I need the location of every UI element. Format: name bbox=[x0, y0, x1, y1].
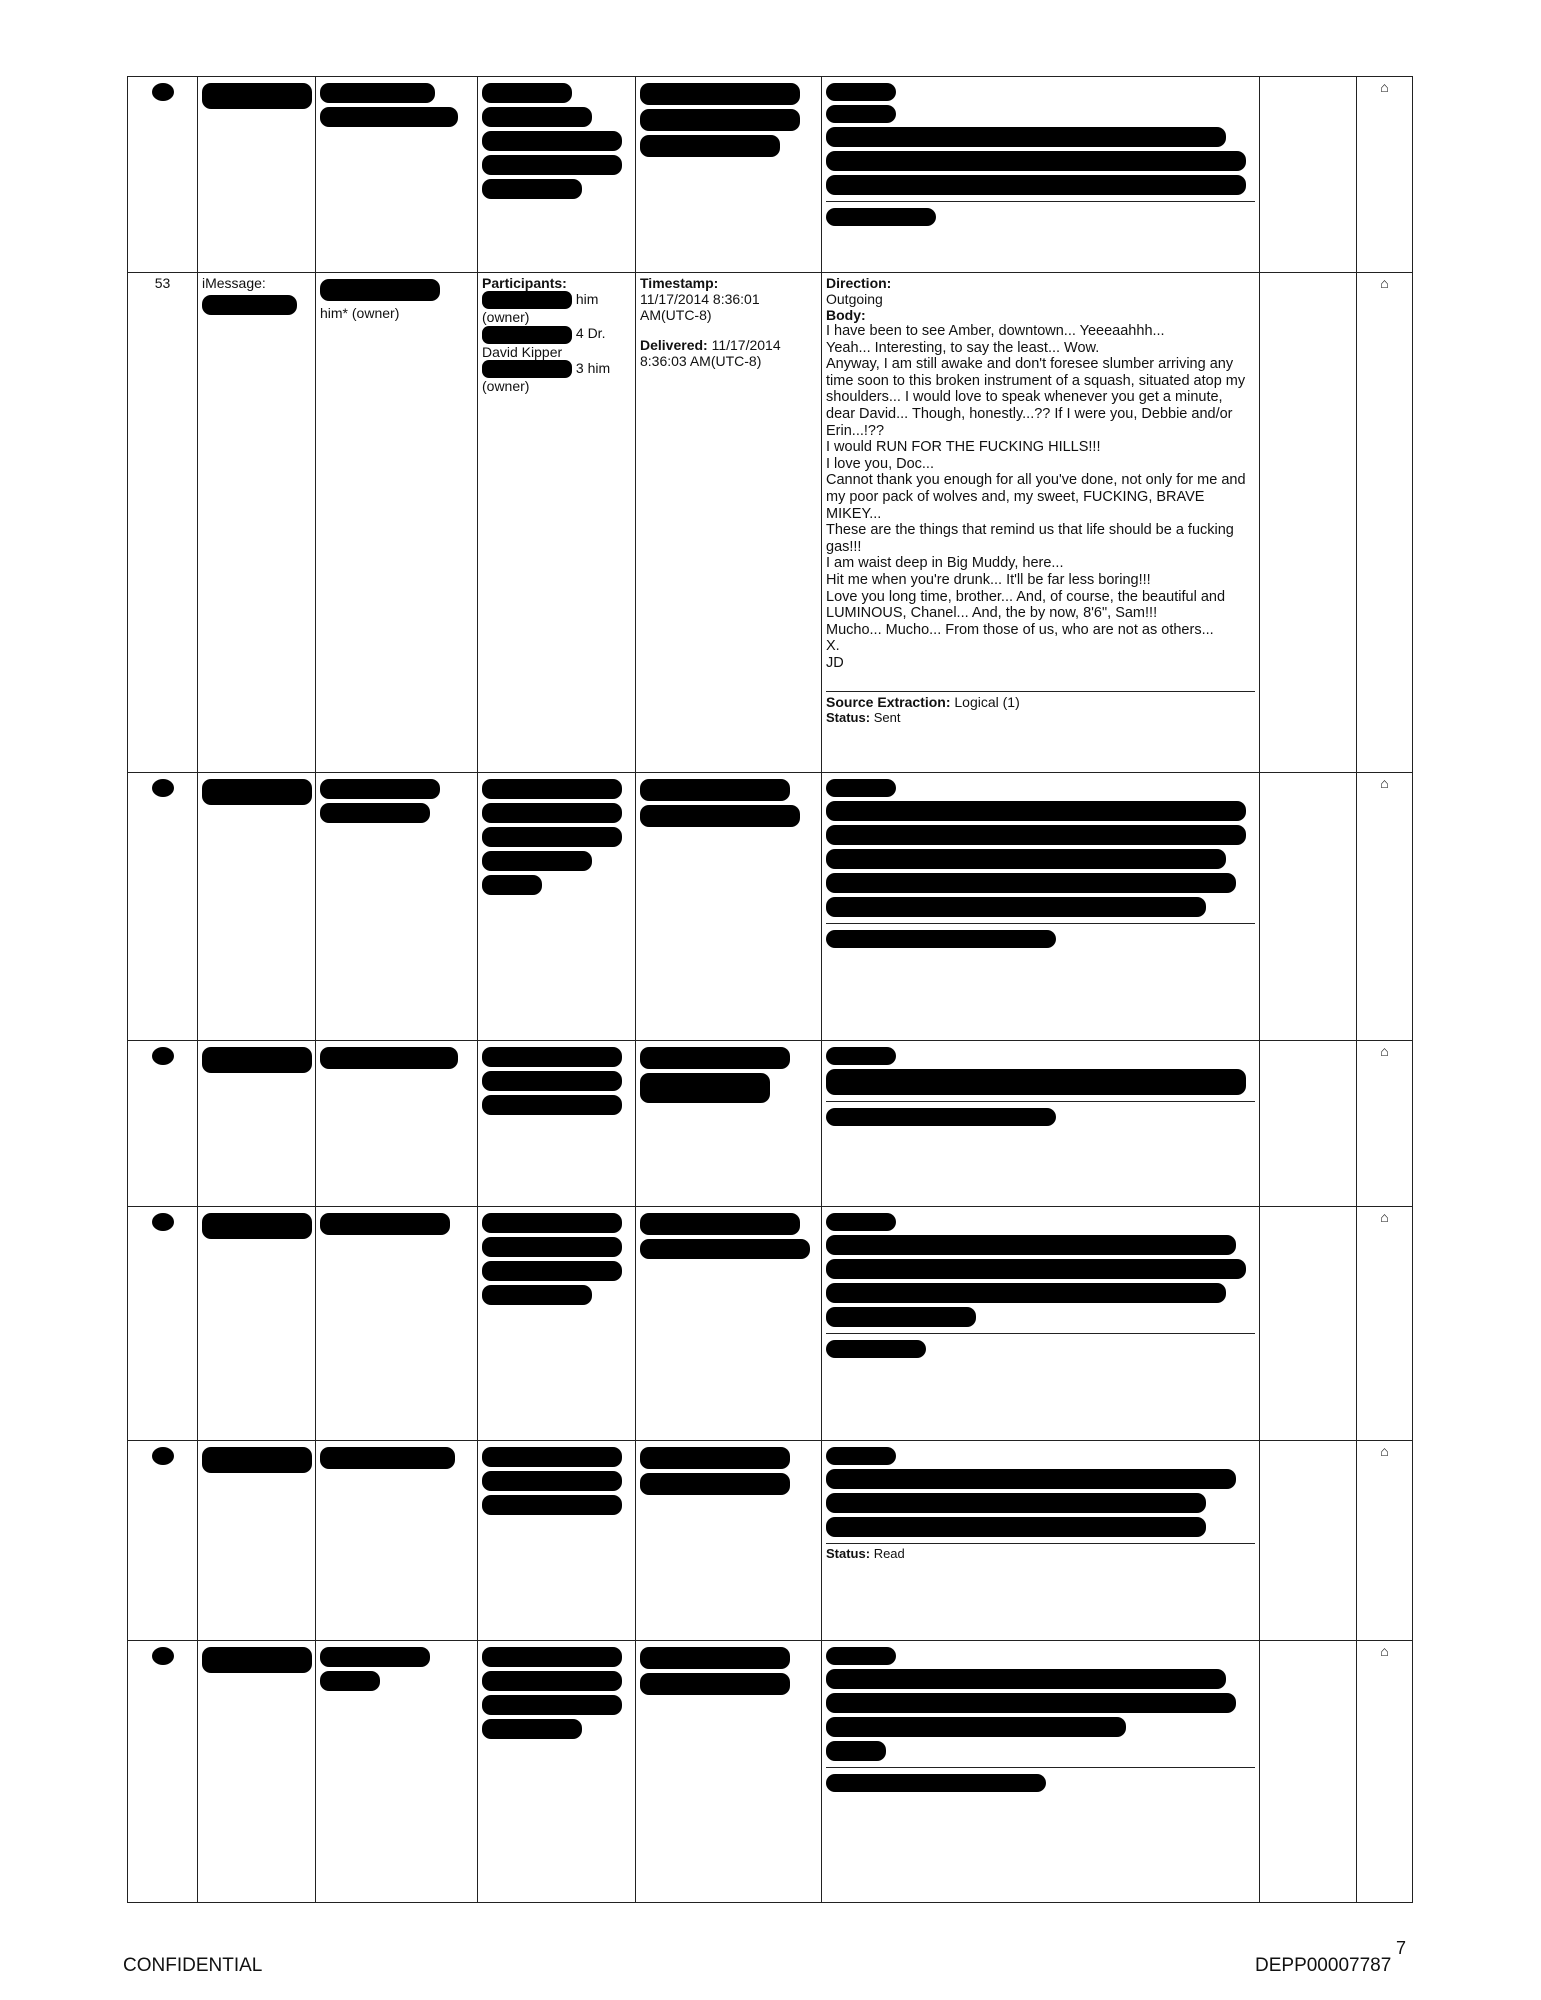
tag-icon: ⌂ bbox=[1380, 1043, 1389, 1059]
redaction-mark bbox=[152, 83, 174, 101]
bates-number: DEPP00007787 bbox=[1255, 1955, 1392, 1976]
redaction-mark bbox=[152, 1213, 174, 1231]
participant-3-role: (owner) bbox=[482, 377, 530, 394]
record-source: iMessage: bbox=[202, 275, 266, 291]
table-row bbox=[128, 1207, 1413, 1441]
table-row bbox=[128, 773, 1413, 1041]
participant-1: him bbox=[575, 291, 599, 307]
page-number: 7 bbox=[1396, 1938, 1407, 1958]
redaction-mark bbox=[152, 1447, 174, 1465]
delivered-value: 11/17/2014 8:36:03 AM(UTC-8) bbox=[640, 337, 781, 369]
redaction-mark bbox=[152, 779, 174, 797]
table-row bbox=[128, 1041, 1413, 1207]
timestamp-label: Timestamp: bbox=[640, 275, 719, 291]
status-value: Sent bbox=[873, 710, 901, 726]
participant-2: 4 Dr. bbox=[575, 325, 606, 342]
table-row bbox=[128, 77, 1413, 273]
delivered-label: Delivered: bbox=[640, 337, 708, 353]
table-row bbox=[128, 1441, 1413, 1641]
redaction-mark bbox=[152, 1047, 174, 1065]
participant-3: 3 him bbox=[575, 359, 611, 376]
participant-2-name: David Kipper bbox=[482, 343, 563, 360]
body-label: Body: bbox=[826, 307, 866, 323]
tag-icon: ⌂ bbox=[1380, 1443, 1389, 1459]
source-extraction-label: Source Extraction: bbox=[826, 694, 951, 711]
direction-value: Outgoing bbox=[826, 291, 883, 307]
status-value: Read bbox=[873, 1546, 905, 1561]
table-row-53 bbox=[128, 273, 1413, 773]
status-label: Status: bbox=[826, 710, 871, 726]
participants-label: Participants: bbox=[482, 275, 567, 291]
confidential-label: CONFIDENTIAL bbox=[123, 1955, 263, 1976]
message-body: I have been to see Amber, downtown... Yeeeaahhh... Yeah... Interesting, to say the least... Wow. Anyway, I am still awake and don't foresee slumber arriving any time soon to this broken instrument of a squash, situated atop my shoulders... I would love to speak whenever you get a minute, dear David... Though, honestly...?? If I were you, Debbie and/or Erin...!?? I would RUN FOR THE FUCKING HILLS!!! I love you, Doc... Cannot thank you enough for all you've done, not only for me and my poor pack of wolves and, my sweet, FUCKING, BRAVE MIKEY... These are the things that remind us that life should be a fucking gas!!! I am waist deep in Big Muddy, here... Hit me when you're drunk... It'll be far less boring!!! Love you long time, brother... And, of course, the beautiful and LUMINOUS, Chanel... And, the by now, 8'6", Sam!!! Mucho... Mucho... From those of us, who are not as others... X. JD bbox=[826, 323, 1246, 671]
tag-icon: ⌂ bbox=[1380, 79, 1389, 95]
direction-label: Direction: bbox=[826, 275, 892, 291]
tag-icon: ⌂ bbox=[1380, 1643, 1389, 1659]
redaction-mark bbox=[152, 1647, 174, 1665]
tag-icon: ⌂ bbox=[1380, 775, 1389, 791]
tag-icon: ⌂ bbox=[1380, 275, 1389, 291]
message-log-table bbox=[127, 76, 1413, 1903]
timestamp-value: 11/17/2014 8:36:01 AM(UTC-8) bbox=[640, 291, 760, 323]
from-owner: him* (owner) bbox=[320, 305, 400, 321]
tag-icon: ⌂ bbox=[1380, 1209, 1389, 1225]
record-number: 53 bbox=[128, 273, 198, 773]
source-extraction-value: Logical (1) bbox=[954, 694, 1020, 711]
status-label: Status: bbox=[826, 1546, 871, 1561]
table-row bbox=[128, 1641, 1413, 1903]
participant-1-role: (owner) bbox=[482, 309, 530, 326]
